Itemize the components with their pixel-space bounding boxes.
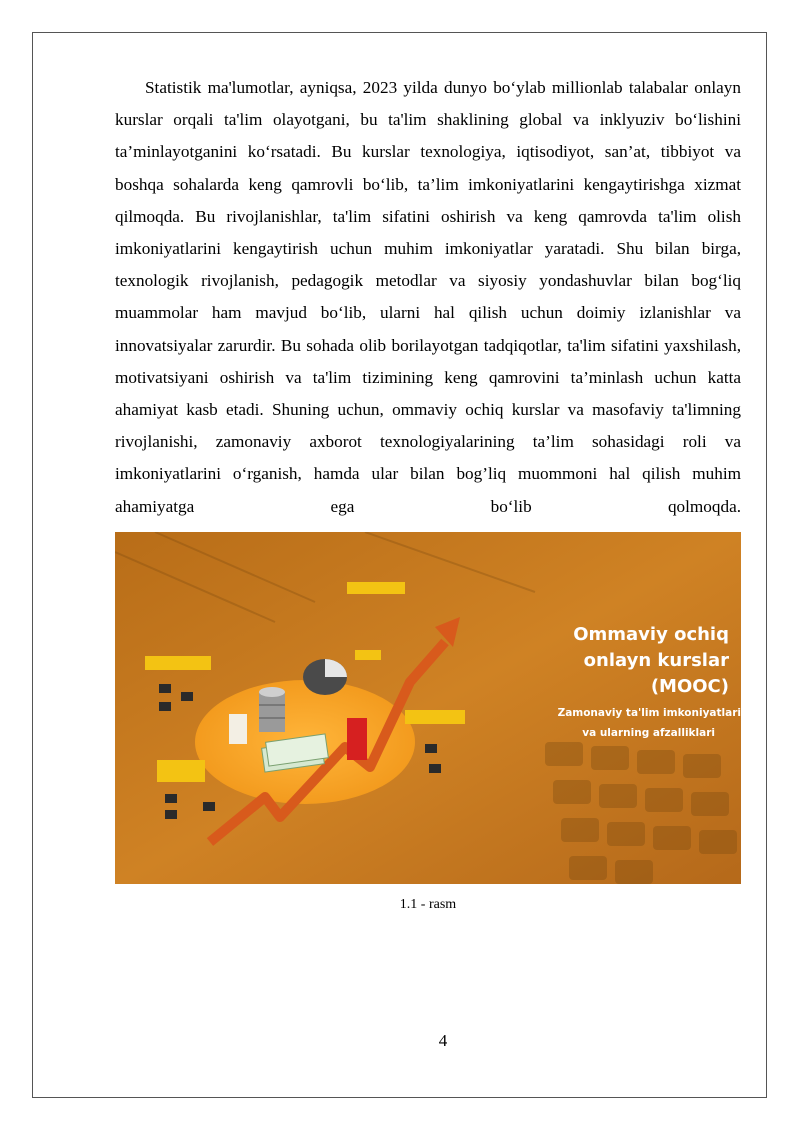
figure-subtitle-line2: va ularning afzalliklari [582, 727, 715, 739]
database-icon [259, 687, 285, 732]
red-bar-icon [347, 718, 367, 760]
figure-subtitle-line1: Zamonaviy ta'lim imkoniyatlari [557, 707, 741, 719]
figure-title-line2: onlayn kurslar [583, 650, 729, 671]
pie-chart-icon [303, 659, 347, 695]
figure-title-line3: (MOOC) [650, 676, 729, 697]
mooc-illustration [115, 532, 741, 884]
white-block-icon [229, 714, 247, 744]
figure-title-line1: Ommaviy ochiq [573, 624, 729, 645]
figure-caption: 1.1 - rasm [399, 897, 457, 912]
body-paragraph: Statistik ma'lumotlar, ayniqsa, 2023 yilda dunyo bo‘ylab millionlab talabalar onlayn kurslar orqali ta'lim olayotgani, bu ta'lim shaklining global va inklyuziv bo‘lishini ta’minlayotganini ko‘rsatadi. Bu kurslar texnologiya, iqtisodiyot, san’at, tibbiyot va boshqa sohalarda keng qamrovli bo‘lib, ta’lim imkoniyatlarini kengaytirishga xizmat qilmoqda. Bu rivojlanishlar, ta'lim sifatini oshirish va keng qamrovda ta'lim olish imkoniyatlarini kengaytirish uchun muhim imkoniyatlar yaratadi. Shu bilan birga, texnologik rivojlanish, pedagogik metodlar va siyosiy yondashuvlar bilan bog‘liq muammolar ham mavjud bo‘lib, ularni hal qilish uchun doimiy izlanishlar va innovatsiyalar zarurdir. Bu sohada olib borilayotgan tadqiqotlar, ta'lim sifatini yaxshilash, motivatsiyani oshirish va ta'lim tizimining keng qamrovini ta’minlash uchun katta ahamiyat kasb etadi. Shuning uchun, ommaviy ochiq kurslar va masofaviy ta'limning rivojlanishi, zamonaviy axborot texnologiyalarining ta’lim sohasidagi roli va imkoniyatlarini o‘rganish, hamda ular bilan bog’liq muommoni hal qilish muhim ahamiyatga ega bo‘lib qolmoqda. [115, 78, 741, 516]
page-number: 4 [438, 1031, 448, 1050]
mooc-figure [115, 532, 741, 884]
